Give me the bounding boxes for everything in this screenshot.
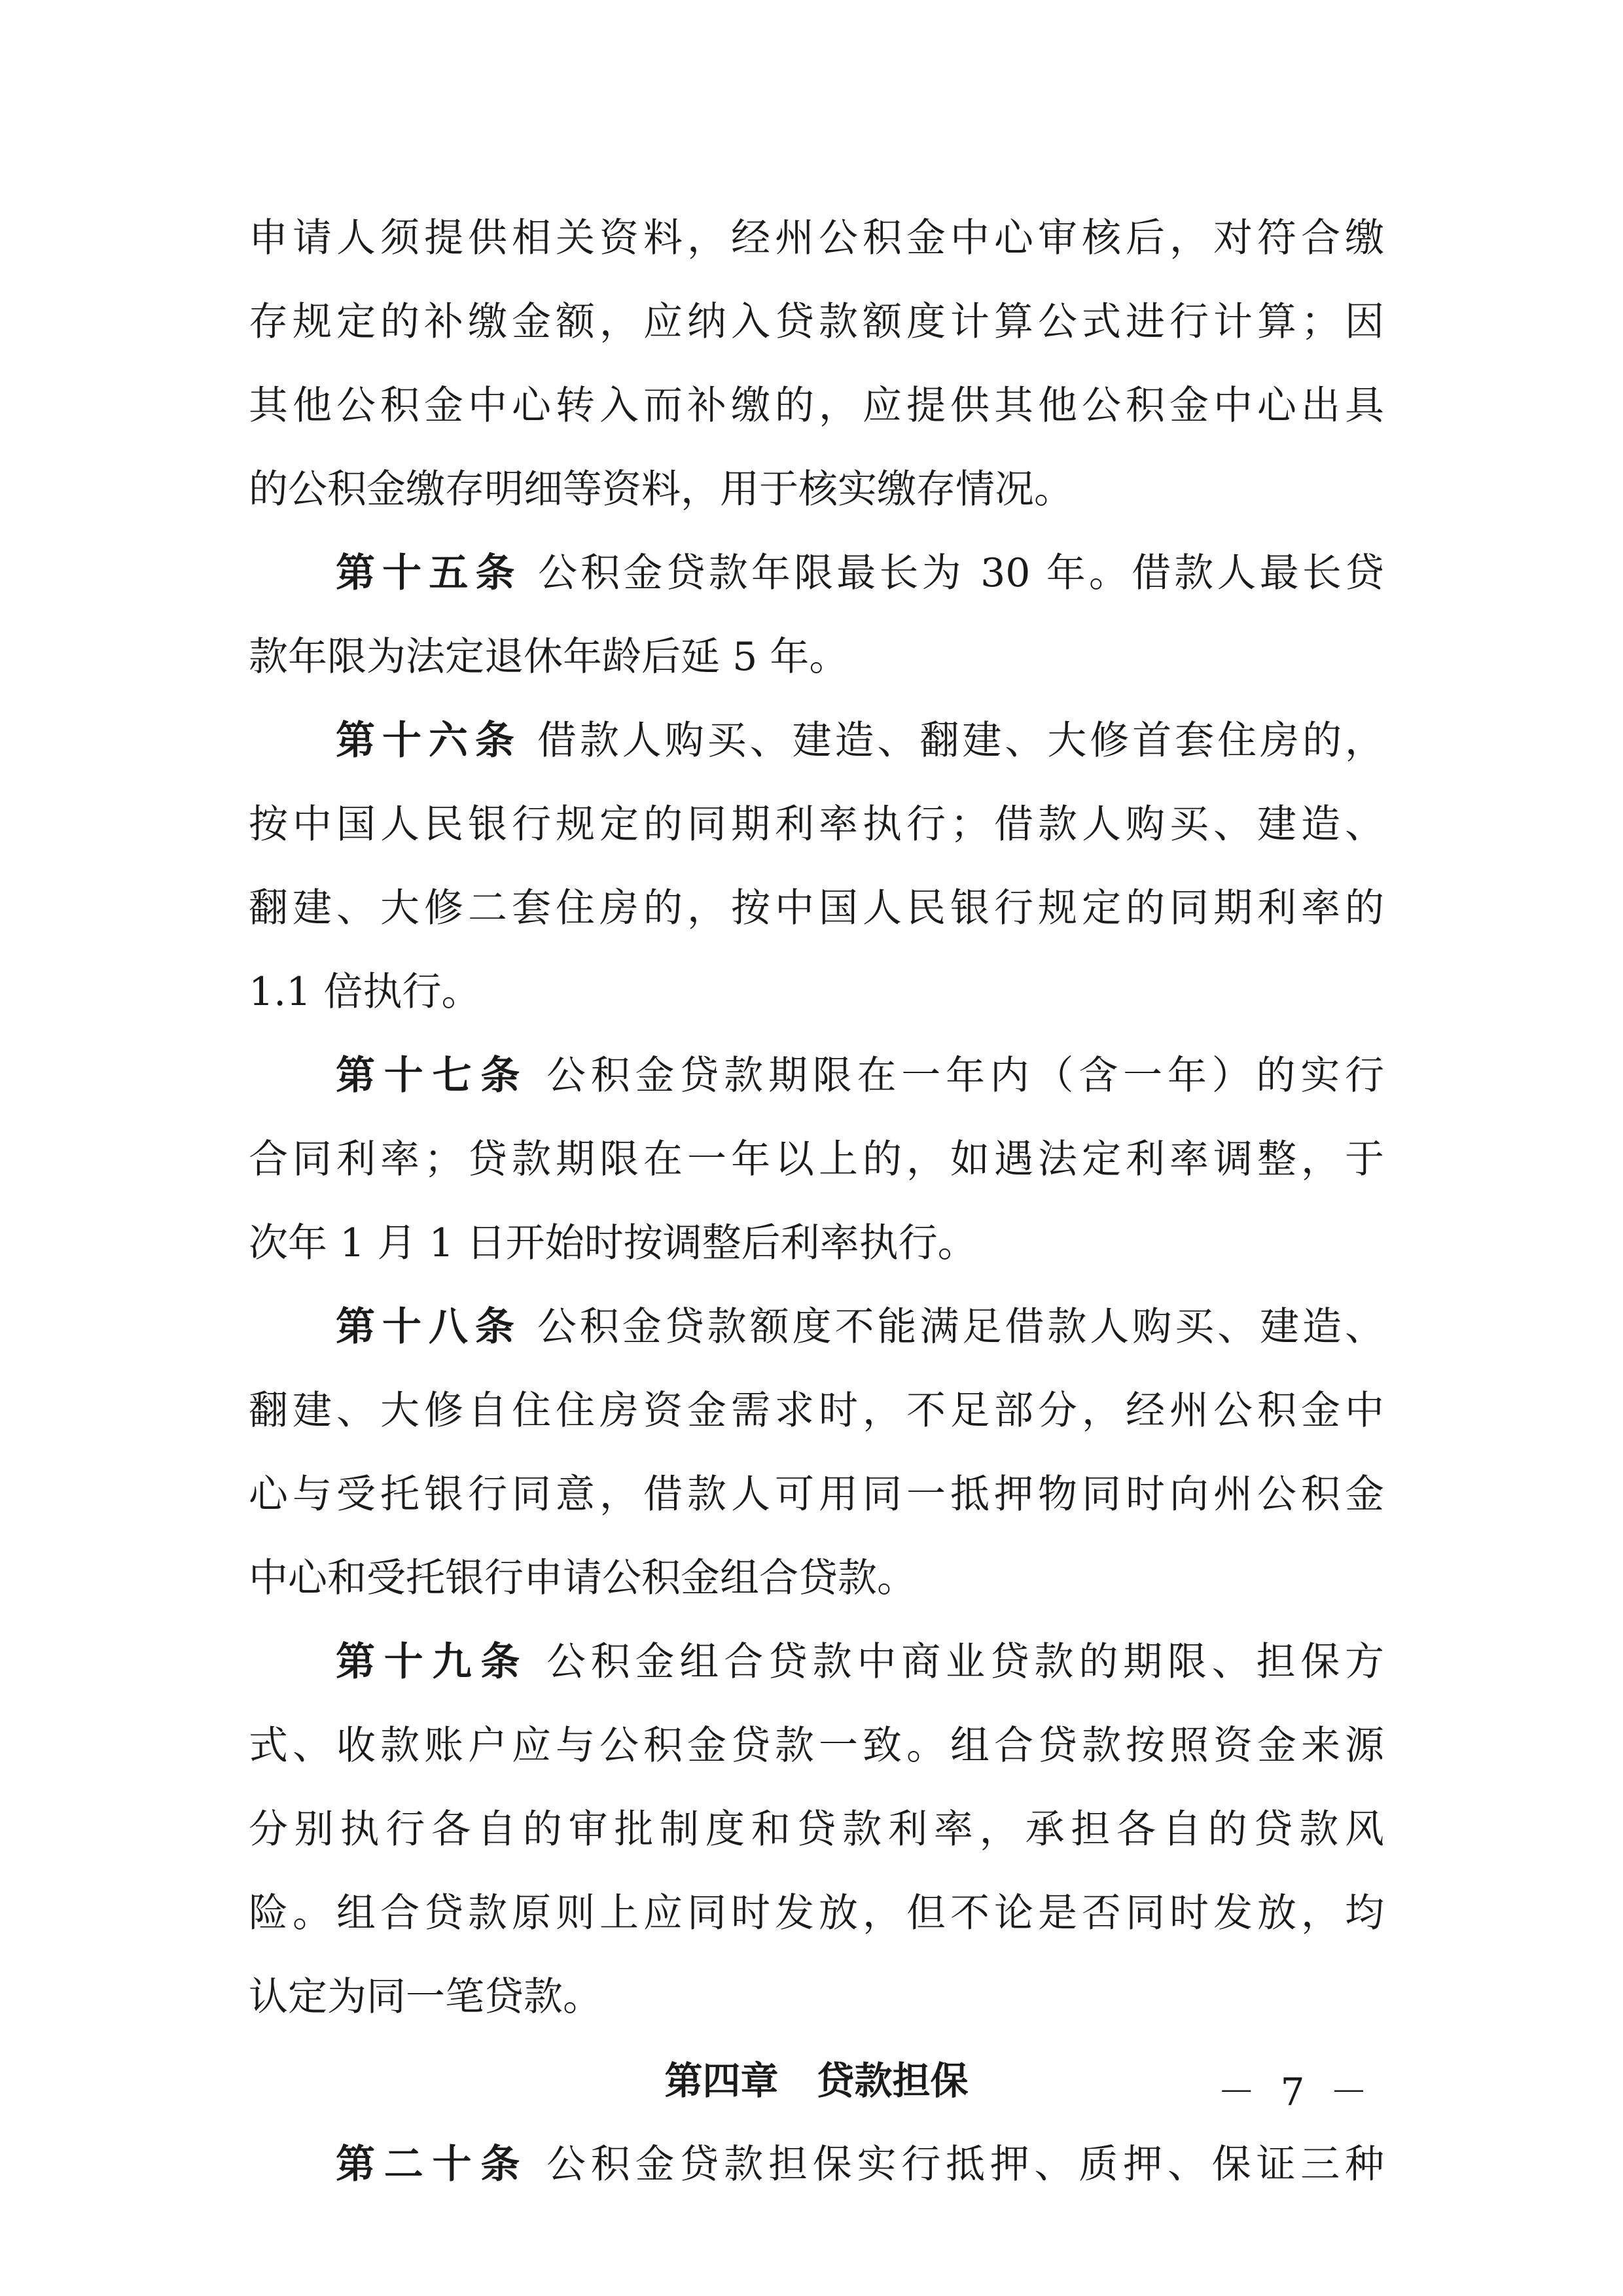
article-15-text: 公积金贷款年限最长为 30 年。借款人最长贷 xyxy=(538,550,1384,596)
article-20-label: 第二十条 xyxy=(336,2142,529,2187)
article-16-label: 第十六条 xyxy=(336,718,522,764)
text-line: 的公积金缴存明细等资料，用于核实缴存情况。 xyxy=(249,467,1073,512)
text-line: 式、收款账户应与公积金贷款一致。组合贷款按照资金来源 xyxy=(249,1723,1384,1769)
page-number: － 7 － xyxy=(1217,2070,1374,2114)
article-16-text: 借款人购买、建造、翻建、大修首套住房的， xyxy=(537,718,1384,764)
text-line: 分别执行各自的审批制度和贷款利率，承担各自的贷款风 xyxy=(249,1807,1384,1852)
article-17-label: 第十七条 xyxy=(336,1053,529,1099)
text-line: 心与受托银行同意，借款人可用同一抵押物同时向州公积金 xyxy=(249,1472,1384,1517)
article-17-first-line xyxy=(249,1034,1384,1118)
text-line: 按中国人民银行规定的同期利率执行；借款人购买、建造、 xyxy=(249,802,1384,847)
text-line: 认定为同一笔贷款。 xyxy=(249,1974,602,2020)
text-line: 次年 1 月 1 日开始时按调整后利率执行。 xyxy=(249,1220,977,1266)
text-line: 险。组合贷款原则上应同时发放，但不论是否同时发放，均 xyxy=(249,1890,1384,1936)
text-line: 合同利率；贷款期限在一年以上的，如遇法定利率调整，于 xyxy=(249,1137,1384,1182)
article-19-text: 公积金组合贷款中商业贷款的期限、担保方 xyxy=(546,1639,1384,1685)
text-line: 中心和受托银行申请公积金组合贷款。 xyxy=(249,1555,916,1601)
article-19-first-line xyxy=(249,1620,1384,1704)
article-18-text: 公积金贷款额度不能满足借款人购买、建造、 xyxy=(537,1304,1384,1350)
text-line: 翻建、大修二套住房的，按中国人民银行规定的同期利率的 xyxy=(249,885,1384,931)
article-19-label: 第十九条 xyxy=(336,1639,529,1685)
text-line: 翻建、大修自住住房资金需求时，不足部分，经州公积金中 xyxy=(249,1388,1384,1434)
text-line: 其他公积金中心转入而补缴的，应提供其他公积金中心出具 xyxy=(249,383,1384,429)
article-15-label: 第十五条 xyxy=(336,550,522,596)
chapter-heading: 第四章 贷款担保 xyxy=(664,2058,969,2103)
article-20-text: 公积金贷款担保实行抵押、质押、保证三种 xyxy=(546,2142,1384,2187)
article-15-first-line xyxy=(249,531,1384,615)
text-line: 申请人须提供相关资料，经州公积金中心审核后，对符合缴 xyxy=(249,215,1384,261)
text-line: 存规定的补缴金额，应纳入贷款额度计算公式进行计算；因 xyxy=(249,299,1384,345)
article-18-first-line xyxy=(249,1285,1384,1369)
article-17-text: 公积金贷款期限在一年内（含一年）的实行 xyxy=(546,1053,1384,1099)
text-line: 1.1 倍执行。 xyxy=(249,969,481,1015)
article-18-label: 第十八条 xyxy=(336,1304,522,1350)
article-16-first-line xyxy=(249,699,1384,783)
text-line: 款年限为法定退休年龄后延 5 年。 xyxy=(249,634,849,680)
document-body xyxy=(249,196,1384,2206)
article-20-first-line xyxy=(249,2123,1384,2206)
